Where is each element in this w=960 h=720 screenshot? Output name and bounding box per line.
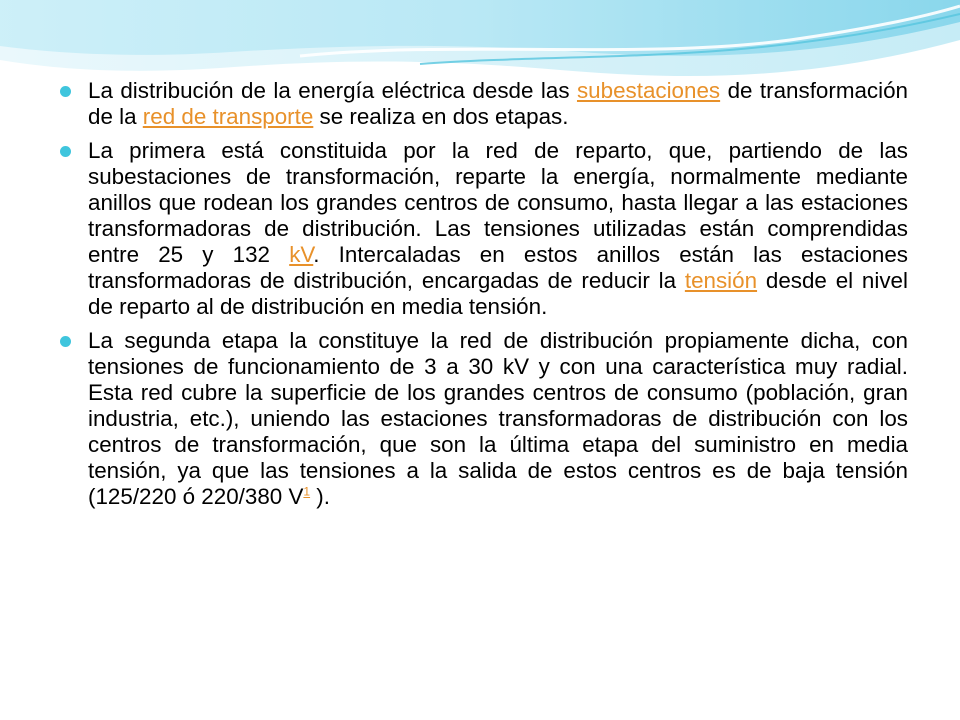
bullet1-text-1: La distribución de la energía eléctrica desde las: [88, 78, 577, 103]
bullet-item-1: [60, 78, 908, 130]
bullet2-text-3: desde el nivel de reparto al de distribución en media tensión.: [88, 268, 908, 319]
link-subestaciones[interactable]: subestaciones: [576, 78, 721, 103]
bullet-dot-icon: [60, 336, 71, 347]
link-kv[interactable]: kV: [289, 242, 314, 267]
bullet1-text-2: de transformación de la: [88, 78, 908, 129]
bullet-list: [60, 78, 908, 518]
bullet-item-3: [60, 328, 908, 510]
link-red-de-transporte[interactable]: red de transporte: [142, 104, 314, 129]
bullet-dot-icon: [60, 86, 71, 97]
bullet1-text-3: se realiza en dos etapas.: [313, 104, 569, 129]
bullet2-text-1: La primera está constituida por la red de reparto, que, partiendo de las subestaciones de transformación, reparte la energía, normalmente mediante anillos que rodean los grandes centros de consumo, hasta llegar a las estaciones transformadoras de distribución. Las tensiones utilizadas están comprendidas entre 25 y 132: [88, 138, 908, 267]
link-tension[interactable]: tensión: [684, 268, 758, 293]
bullet3-text-2: ).: [310, 484, 330, 509]
bullet3-text-1: La segunda etapa la constituye la red de distribución propiamente dicha, con tensiones de funcionamiento de 3 a 30 kV y con una característica muy radial. Esta red cubre la superficie de los grandes centros de consumo (población, gran industria, etc.), uniendo las estaciones transformadoras de distribución con los centros de transformación, que son la última etapa del suministro en media tensión, ya que las tensiones a la salida de estos centros es de baja tensión (125/220 ó 220/380 V: [88, 328, 908, 509]
bullet-dot-icon: [60, 146, 71, 157]
bullet2-text-2: . Intercaladas en estos anillos están las estaciones transformadoras de distribución, encargadas de reducir la: [88, 242, 908, 293]
footnote-ref-link[interactable]: 1: [303, 484, 311, 499]
bullet-item-2: [60, 138, 908, 320]
